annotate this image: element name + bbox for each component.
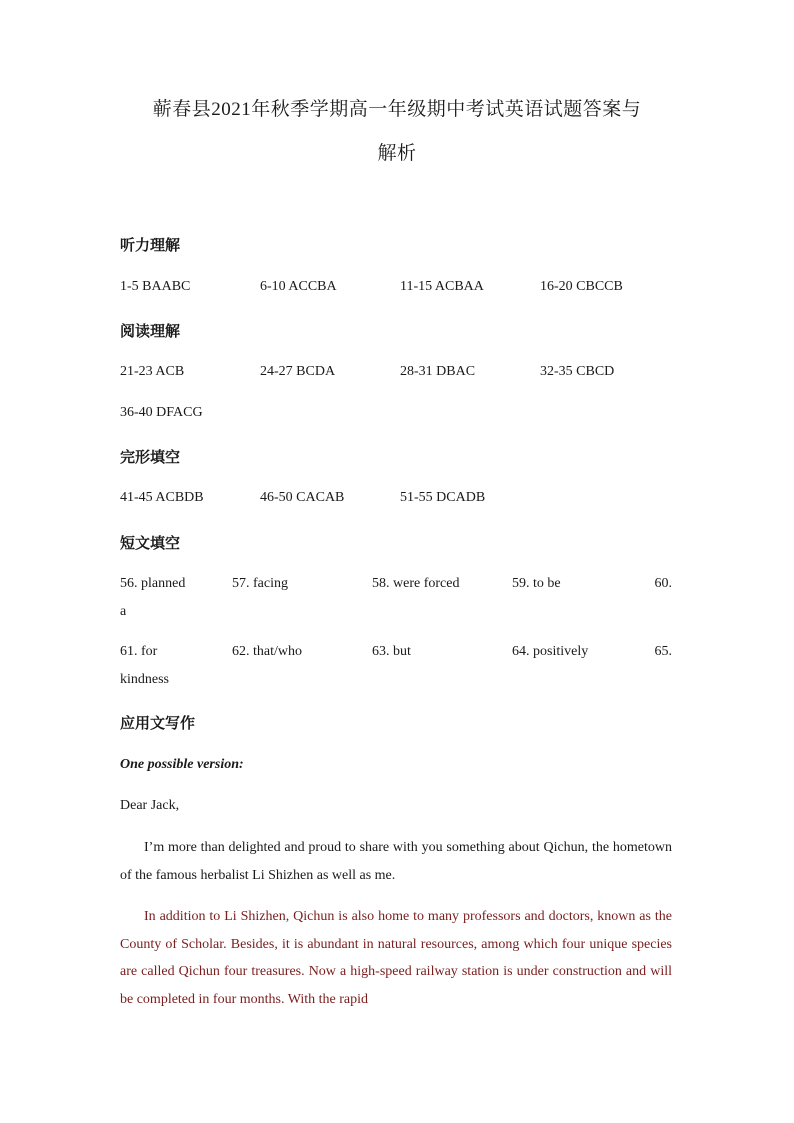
fill-answer: 64. positively	[512, 644, 589, 659]
answer-group: 28-31 DBAC	[400, 364, 476, 379]
cloze-answers-row	[120, 490, 672, 510]
fill-answer: 58. were forced	[372, 576, 460, 591]
reading-answers-row-2	[120, 405, 672, 425]
section-heading-listening: 听力理解	[120, 236, 181, 254]
section-heading-cloze: 完形填空	[120, 448, 181, 466]
fill-answer: 65.	[654, 644, 672, 659]
fill-answers-row-2	[120, 644, 672, 664]
letter-salutation: Dear Jack,	[120, 798, 180, 813]
answer-group: 6-10 ACCBA	[260, 279, 337, 294]
fill-answer-wrap: kindness	[120, 672, 169, 687]
version-label: One possible version:	[120, 757, 244, 772]
fill-answer: 57. facing	[232, 576, 288, 591]
listening-answers-row	[120, 279, 672, 299]
answer-group: 21-23 ACB	[120, 364, 185, 379]
fill-answer: 59. to be	[512, 576, 561, 591]
answer-group: 46-50 CACAB	[260, 490, 345, 505]
reading-answers-row-1	[120, 364, 672, 384]
fill-answer: 61. for	[120, 644, 158, 659]
letter-paragraph-1: I’m more than delighted and proud to share with you something about Qichun, the hometown of the famous herbalist Li Shizhen as well as me.	[120, 840, 672, 883]
fill-answer: 62. that/who	[232, 644, 302, 659]
title-line-1: 蕲春县2021年秋季学期高一年级期中考试英语试题答案与	[152, 99, 642, 120]
answer-group: 11-15 ACBAA	[400, 279, 484, 294]
section-heading-writing: 应用文写作	[120, 714, 196, 732]
page-title	[110, 88, 684, 176]
answer-group: 32-35 CBCD	[540, 364, 615, 379]
title-line-2: 解析	[377, 143, 417, 164]
answer-group: 24-27 BCDA	[260, 364, 336, 379]
section-heading-grammar-fill: 短文填空	[120, 534, 181, 552]
fill-answer: 63. but	[372, 644, 411, 659]
answer-group: 51-55 DCADB	[400, 490, 486, 505]
fill-answers-row-1	[120, 576, 672, 596]
answer-group: 36-40 DFACG	[120, 405, 203, 420]
letter-paragraph-2: In addition to Li Shizhen, Qichun is also home to many professors and doctors, known as the County of Scholar. Besides, it is abundant in natural resources, among which four unique species are called Qichun four treasures. Now a high-speed railway station is under construction and will be completed in four months. With the rapid	[120, 909, 672, 1007]
answer-group: 41-45 ACBDB	[120, 490, 204, 505]
section-heading-reading: 阅读理解	[120, 322, 181, 340]
fill-answer-wrap: a	[120, 604, 127, 619]
answer-group: 1-5 BAABC	[120, 279, 191, 294]
fill-answer: 60.	[654, 576, 672, 591]
fill-answer: 56. planned	[120, 576, 186, 591]
answer-group: 16-20 CBCCB	[540, 279, 623, 294]
